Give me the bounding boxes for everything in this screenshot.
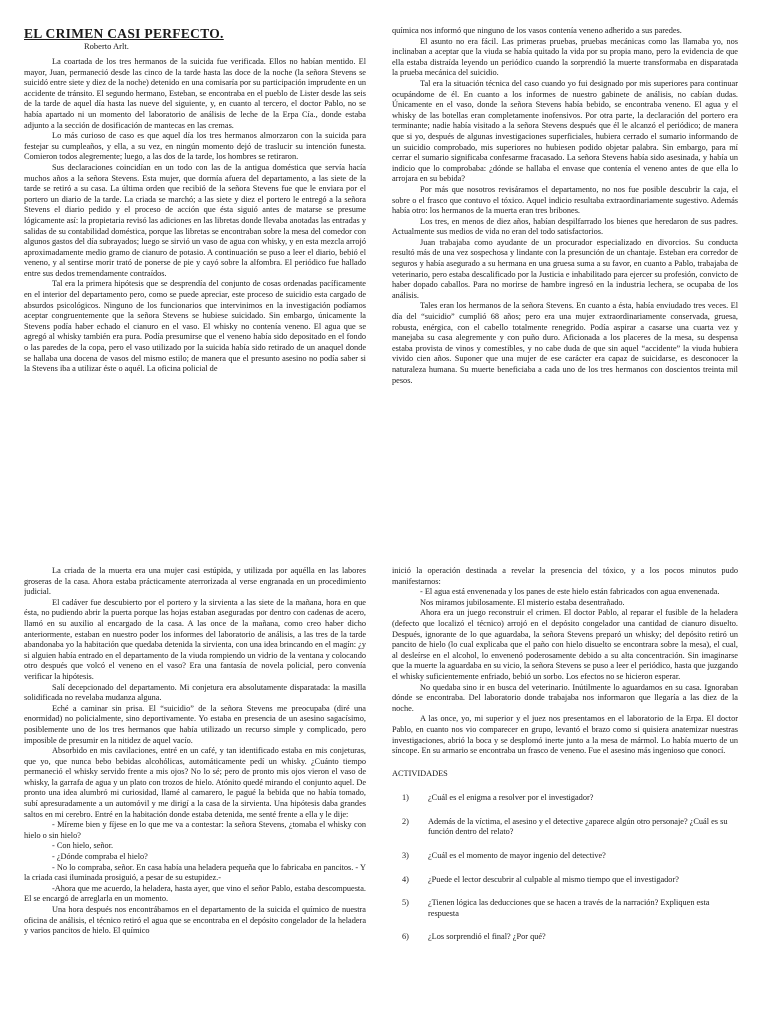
dialog-line: - El agua está envenenada y los panes de este hielo están fabricados con agua envenenada. — [420, 587, 720, 597]
paragraph: Juan trabajaba como ayudante de un procurador especializado en divorcios. Su conducta resultó más de una vez sospechosa y lindante con la presunción de un chantaje. Esteban era corredor de seguros y había asegurado a su hermana en una gruesa suma a su favor, en cuanto a Pablo, trabajaba de veterinario, pero estaba descalificado por la Justicia e inhabilitado para ejercer su profesión, convicto de haber dopado caballos. Para no morirse de hambre ingresó en la industria lechera, se ocupaba de los análisis. — [392, 237, 738, 300]
question-number: 1) — [402, 793, 409, 803]
paragraph: Por más que nosotros revisáramos el departamento, no nos fue posible descubrir la caja, el sobre o el frasco que contuvo el tóxico. Aquel indicio resultaba extraordinariamente sugestivo. Además había otro: los hermanos de la muerta eran tres bribones. — [392, 184, 738, 216]
paragraph: El cadáver fue descubierto por el portero y la sirvienta a las siete de la mañana, hora en que ésta, no pudiendo abrir la puerta porque las hojas estaban aseguradas por dentro con cadenas de acero, llamó en su auxilio al encargado de la casa. A las once de la mañana, como creo haber dicho anteriormente, estaban en nuestro poder los informes del laboratorio de análisis, a las tres de la tarde abandonaba yo la habitación que quedaba detenida la sirvienta, con una idea brincando en el magín: ¿y si alguien había entrado en el departamento de la viuda rompiendo un vidrio de la ventana y colocando otro después que volcó el veneno en el vaso? Era una fantasía de novela policial, pero convenía verificar la hipótesis. — [24, 597, 366, 681]
paragraph: A las once, yo, mi superior y el juez nos presentamos en el laboratorio de la Erpa. El doctor Pablo, en cuanto nos vio comparecer en grupo, levantó el brazo como si quisiera anatemizar nuestras investigaciones, abrió la boca y se desplomó inerte junto a la mesa de mármol. Lo había muerto de un síncope. En su armario se encontraba un frasco de veneno. Fue el asesino más ingenioso que conocí. — [392, 714, 738, 756]
paragraph: Tal era la situación técnica del caso cuando yo fui designado por mis superiores para continuar ocupándome de él. En cuanto a los informes de nuestro gabinete de análisis, no cabían dudas. Únicamente en el vaso, donde la señora Stevens había bebido, se encontraba veneno. El agua y el whisky de las botellas eran completamente inofensivos. Por otra parte, la declaración del portero era terminante; nadie había visitado a la señora Stevens después que él le alcanzó el periódico; de manera que si yo, después de algunas investigaciones superficiales, hubiera cerrado el sumario informando de un suicidio comprobado, mis superiores no hubiesen podido objetar palabra. Sin embargo, para mí cerrar el sumario significaba confesarme fracasado. La señora Stevens había sido asesinada, y había un indicio que lo comprobaba: ¿dónde se hallaba el envase que contenía el veneno antes de que ella lo arrojara en su bebida? — [392, 78, 738, 184]
activities-heading: ACTIVIDADES — [392, 768, 448, 778]
paragraph: Absorbido en mis cavilaciones, entré en un café, y tan identificado estaba en mis conjeturas, que yo, que nunca bebo bebidas alcohólicas, automáticamente pedí un whisky. ¿Cuánto tiempo permaneció el whisky servido frente a mis ojos? No lo sé; pero de pronto mis ojos vieron el vaso de whisky, la garrafa de agua y un plato con trozos de hielo. Atónito quedé mirando el conjunto aquel. De pronto una idea alumbró mi curiosidad, llamé al camarero, le pagué la bebida que no había tomado, subí apresuradamente a un automóvil y me dirigí a la casa de la sirvienta. Una hipótesis daba grandes saltos en mi cerebro. Entré en la habitación donde estaba detenida, me senté frente a ella y le dije: — [24, 746, 366, 819]
question-number: 6) — [402, 932, 409, 942]
question-text: ¿Tienen lógica las deducciones que se hacen a través de la narración? Expliquen esta respuesta — [428, 898, 710, 918]
question-text: ¿Puede el lector descubrir al culpable al mismo tiempo que el investigador? — [428, 874, 679, 884]
paragraph: Una hora después nos encontrábamos en el departamento de la suicida el químico de nuestra oficina de análisis, el técnico retiró el agua que se encontraba en el depósito congelador de la heladera y varios pancitos de hielo. El químico — [24, 905, 366, 936]
activity-question — [402, 851, 738, 862]
column-top-right — [392, 26, 738, 526]
story-title: EL CRIMEN CASI PERFECTO. — [24, 26, 224, 41]
paragraph: Tal era la primera hipótesis que se desprendía del conjunto de cosas ordenadas pacíficamente en el interior del departamento pero, como se puede apreciar, este proceso de suicidio esta cargado de absurdos psicológicos. Ninguno de los funcionarios que intervinimos en la investigación podíamos aceptar congruentemente que la señora Stevens se hubiese suicidado. Sin embargo, únicamente la Stevens podía haber echado el cianuro en el vaso. El whisky no contenía veneno. El agua que se agregó al whisky también era pura. Podía presumirse que el veneno había sido depositado en el fondo o las paredes de la copa, pero el vaso utilizado por la suicida había sido retirado de un anaquel donde se hallaba una docena de vasos del mismo estilo; de manera que el presunto asesino no podía saber si la Stevens iba a utilizar éste o aquél. La oficina policial de — [24, 279, 366, 374]
question-text: Además de la víctima, el asesino y el detective ¿aparece algún otro personaje? ¿Cuál es su función dentro del relato? — [428, 816, 728, 837]
paragraph: Eché a caminar sin prisa. El “suicidio” de la señora Stevens me preocupaba (diré una enormidad) no policialmente, sino deportivamente. Yo estaba en presencia de un asesino sagacísimo, posiblemente uno de los tres hermanos que había utilizado un recurso simple y complicado, pero imposible de presumir en la nitidez de aquel vacío. — [24, 703, 366, 745]
column-bottom-right — [392, 566, 738, 1024]
paragraph: Salí decepcionado del departamento. Mi conjetura era absolutamente disparatada: la masilla solidificada no revelaba mudanza alguna. — [24, 682, 366, 703]
paragraph: Tales eran los hermanos de la señora Stevens. En cuanto a ésta, había enviudado tres veces. El día del “suicidio” cumplió 68 años; pero era una mujer extraordinariamente conservada, gruesa, robusta, enérgica, con el cabello totalmente renegrido. Podía aspirar a casarse una cuarta vez y manejaba su casa alegremente y con puño duro. Aficionada a los placeres de la mesa, su despensa estaba provista de vinos y comestibles, y no cabe duda de que sin aquel “accidente” la viuda hubiera vivido cien años. Suponer que una mujer de ese carácter era capaz de suicidarse, es desconocer la naturaleza humana. Su muerte beneficiaba a cada uno de los tres hermanos con doscientos treinta mil pesos. — [392, 301, 738, 385]
paragraph: Ahora era un juego reconstruir el crimen. El doctor Pablo, al reparar el fusible de la heladera (defecto que localizó el técnico) arrojó en el depósito congelador una cantidad de cianuro disuelto. Después, ignorante de lo que aguardaba, la señora Stevens preparó un whisky; del depósito retiró un pancito de hielo (lo cual explicaba que el paño con hielo disuelto se encontrara sobre la mesa), el cual, al desleírse en el alcohol, lo envenenó poderosamente debido a su alta concentración. Sin imaginarse que la muerte la aguardaba en su vicio, la señora Stevens se puso a leer el periódico, hasta que juzgando el whisky suficientemente enfriado, bebió un sorbo. Los efectos no se hicieron esperar. — [392, 608, 738, 681]
activity-question — [402, 875, 738, 886]
question-text: ¿Los sorprendió el final? ¿Por qué? — [428, 932, 546, 942]
paragraph: Los tres, en menos de diez años, habían despilfarrado los bienes que heredaron de sus padres. Actualmente sus medios de vida no eran del todo satisfactorios. — [392, 216, 738, 237]
activity-question — [402, 817, 738, 838]
dialog-line: - Míreme bien y fíjese en lo que me va a contestar: la señora Stevens, ¿tomaba el whisky con hielo o sin hielo? — [24, 820, 366, 840]
dialog-line: -Ahora que me acuerdo, la heladera, hasta ayer, que vino el señor Pablo, estaba descompuesta. El se encargó de arreglarla en un momento. — [24, 883, 366, 904]
paragraph: Lo más curioso de caso es que aquel día los tres hermanos almorzaron con la suicida para festejar su cumpleaños, y ella, a su vez, en ningún momento dejó de traslucir su intención funesta. Comieron todos alegremente; luego, a las dos de la tarde, los hombres se retiraron. — [24, 131, 366, 162]
activity-question — [402, 793, 738, 804]
paragraph: Sus declaraciones coincidían en un todo con las de la antigua doméstica que servía hacía muchos años a la señora Stevens. Esta mujer, que dormía afuera del departamento, a las siete de la tarde se retiró a su casa. La última orden que recibió de la señora Stevens fue que le enviara por el portero un diario de la tarde. La criada se marchó; a las siete y diez el portero le entregó a la señora Stevens el diario pedido y el proceso de acción que ésta siguió antes de matarse se presume lógicamente así: la propietaria revisó las adiciones en las libretas donde llevaba anotadas las entradas y salidas de su contabilidad doméstica, porque las libretas se encontraban sobre la mesa del comedor con algunos gastos del día subrayados; luego se sirvió un vaso de agua con whisky, y en esta mezcla arrojó aproximadamente medio gramo de cianuro de potasio. A continuación se puso a leer el diario, bebió el veneno, y al sentirse morir trató de ponerse de pie y cayó sobre la alfombra. El periódico fue hallado entre sus dedos tremendamente contraídos. — [24, 162, 366, 278]
story-author: Roberto Arlt. — [84, 41, 129, 51]
column-bottom-left — [24, 566, 366, 1024]
paragraph: La coartada de los tres hermanos de la suicida fue verificada. Ellos no habían mentido. El mayor, Juan, permaneció desde las cinco de la tarde hasta las doce de la noche (la señora Stevens se suicidó entre siete y diez de la noche) detenido en una comisaría por su participación imprudente en un accidente de tránsito. El segundo hermano, Esteban, se encontraba en el pueblo de Lister desde las seis de la tarde de aquel día hasta las nueve del siguiente, y, en cuanto al tercero, el doctor Pablo, no se había apartado ni un momento del laboratorio de análisis de leche de la Erpa Cía., donde estaba adjunto a la sección de dosificación de mantecas en las cremas. — [24, 57, 366, 130]
question-number: 4) — [402, 874, 409, 884]
activity-question — [402, 932, 738, 943]
activities-list — [392, 793, 738, 943]
dialog-line: - No lo compraba, señor. En casa había una heladera pequeña que lo fabricaba en pancitos. - Y la criada casi iluminada prosiguió, a pesar de su estupidez.- — [24, 862, 366, 883]
paragraph: La criada de la muerta era una mujer casi estúpida, y utilizada por aquélla en las labores groseras de la casa. Ahora estaba prácticamente aterrorizada al verse engranada en un procedimiento judicial. — [24, 566, 366, 597]
paragraph: Nos miramos jubilosamente. El misterio estaba desentrañado. — [420, 597, 625, 607]
column-top-left — [24, 26, 366, 526]
question-number: 5) — [402, 898, 409, 908]
question-number: 3) — [402, 851, 409, 861]
dialog-line: - ¿Dónde compraba el hielo? — [52, 852, 148, 862]
paragraph: No quedaba sino ir en busca del veterinario. Inútilmente lo aguardamos en su casa. Ignoraban dónde se encontraba. Del laboratorio donde trabajaba nos informaron que llegaría a las diez de la noche. — [392, 682, 738, 713]
question-text: ¿Cuál es el momento de mayor ingenio del detective? — [428, 851, 606, 861]
dialog-line: - Con hielo, señor. — [52, 841, 114, 851]
paragraph: inició la operación destinada a revelar la presencia del tóxico, y a los pocos minutos pudo manifestarnos: — [392, 566, 738, 586]
question-text: ¿Cuál es el enigma a resolver por el investigador? — [428, 793, 594, 803]
paragraph: El asunto no era fácil. Las primeras pruebas, pruebas mecánicas como las llamaba yo, nos inclinaban a aceptar que la viuda se había quitado la vida por su propia mano, pero la evidencia de que ella estaba distraída leyendo un periódico cuando la sorprendió la muerte transformaba en disparatada la prueba mecánica del suicidio. — [392, 36, 738, 78]
activity-question — [402, 898, 738, 919]
paragraph: química nos informó que ninguno de los vasos contenía veneno adherido a sus paredes. — [392, 26, 682, 35]
question-number: 2) — [402, 816, 409, 826]
